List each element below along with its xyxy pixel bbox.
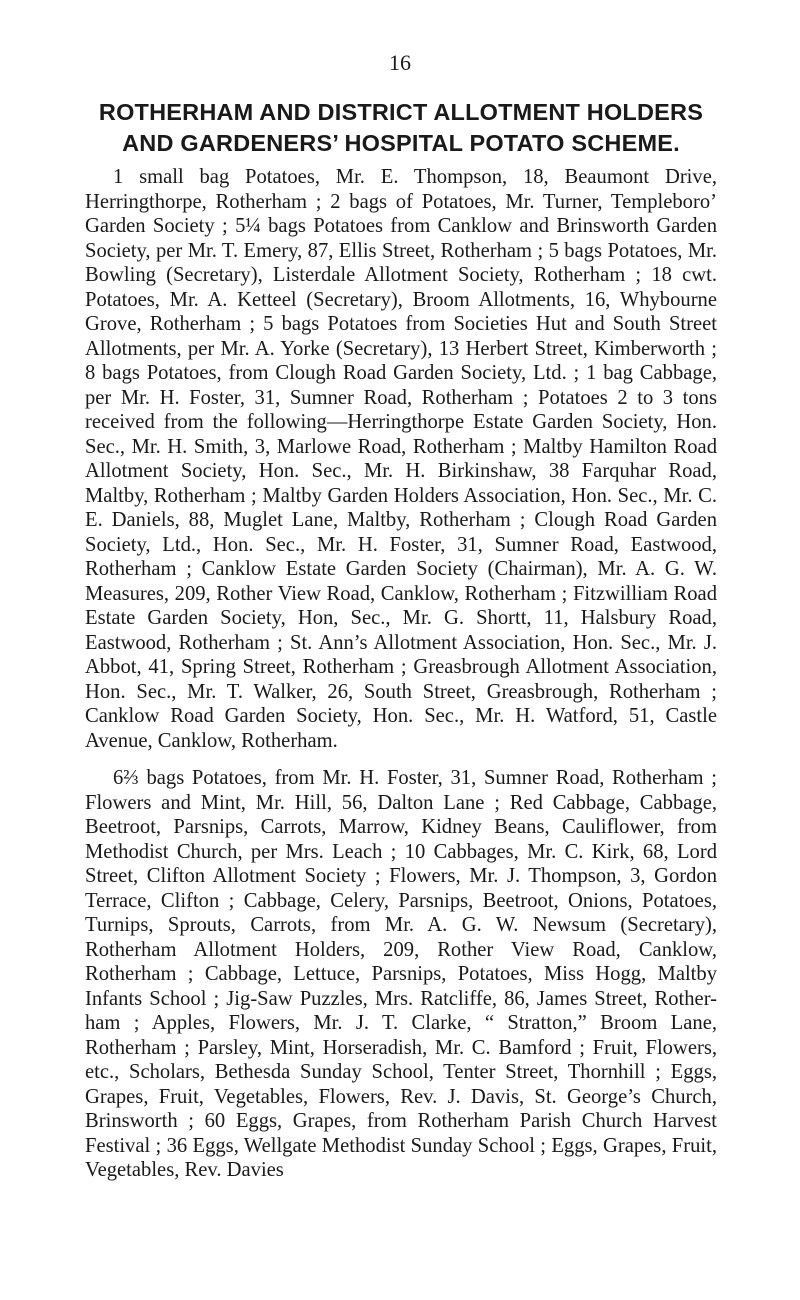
paragraph-other-donations: 6⅔ bags Potatoes, from Mr. H. Foster, 31, Sumner Road, Rotherham ; Flowers and Mint, Mr. Hill, 56, Dalton Lane ; Red Cabbage, Cabbage, Beetroot, Parsnips, Carrots, Marrow, Kidney Beans, Cauliflower, from Methodist Church, per Mrs. Leach ; 10 Cabbages, Mr. C. Kirk, 68, Lord Street, Clifton Allotment Society ; Flowers, Mr. J. Thompson, 3, Gordon Terrace, Clifton ; Cabbage, Celery, Parsnips, Beetroot, Onions, Potatoes, Turnips, Sprouts, Carrots, from Mr. A. G. W. Newsum (Secretary), Rotherham Allotment Holders, 209, Rother View Road, Canklow, Rotherham ; Cabbage, Lettuce, Parsnips, Potatoes, Miss Hogg, Maltby Infants School ; Jig-Saw Puzzles, Mrs. Ratcliffe, 86, James Street, Rother-ham ; Apples, Flowers, Mr. J. T. Clarke, “ Stratton,” Broom Lane, Rotherham ; Parsley, Mint, Horseradish, Mr. C. Bamford ; Fruit, Flowers, etc., Scholars, Bethesda Sunday School, Tenter Street, Thornhill ; Eggs, Grapes, Fruit, Vegetables, Flowers, Rev. J. Davis, St. George’s Church, Brinsworth ; 60 Eggs, Grapes, from Rotherham Parish Church Harvest Festival ; 36 Eggs, Wellgate Methodist Sunday School ; Eggs, Grapes, Fruit, Vegetables, Rev. Davies [85, 767, 717, 1181]
page-title: ROTHERHAM AND DISTRICT ALLOTMENT HOLDERS AND GARDENERS’ HOSPITAL POTATO SCHEME. [98, 99, 704, 156]
page-number: 16 [389, 50, 411, 75]
document-body [85, 165, 717, 1183]
paragraph-potato-donations: 1 small bag Potatoes, Mr. E. Thompson, 18, Beaumont Drive, Herringthorpe, Rotherham ; 2 bags of Potatoes, Mr. Turner, Templeboro’ Garden Society ; 5¼ bags Potatoes from Canklow and Brinsworth Garden Society, per Mr. T. Emery, 87, Ellis Street, Rotherham ; 5 bags Potatoes, Mr. Bowling (Secretary), Listerdale Allotment Society, Rotherham ; 18 cwt. Potatoes, Mr. A. Ketteel (Secretary), Broom Allotments, 16, Whybourne Grove, Rotherham ; 5 bags Potatoes from Societies Hut and South Street Allotments, per Mr. A. Yorke (Secretary), 13 Herbert Street, Kimberworth ; 8 bags Potatoes, from Clough Road Garden Society, Ltd. ; 1 bag Cabbage, per Mr. H. Foster, 31, Sumner Road, Rotherham ; Potatoes 2 to 3 tons received from the following—Herringthorpe Estate Garden Society, Hon. Sec., Mr. H. Smith, 3, Marlowe Road, Rotherham ; Maltby Hamilton Road Allotment Society, Hon. Sec., Mr. H. Birkinshaw, 38 Farquhar Road, Maltby, Rotherham ; Maltby Garden Holders Association, Hon. Sec., Mr. C. E. Daniels, 88, Muglet Lane, Maltby, Rotherham ; Clough Road Garden Society, Ltd., Hon. Sec., Mr. H. Foster, 31, Sumner Road, Eastwood, Rotherham ; Canklow Estate Garden Society (Chairman), Mr. A. G. W. Measures, 209, Rother View Road, Canklow, Rotherham ; Fitzwilliam Road Estate Garden Society, Hon, Sec., Mr. G. Shortt, 11, Halsbury Road, Eastwood, Rotherham ; St. Ann’s Allotment Association, Hon. Sec., Mr. J. Abbot, 41, Spring Street, Rotherham ; Greasbrough Allotment Association, Hon. Sec., Mr. T. Walker, 26, South Street, Greasbrough, Rotherham ; Canklow Road Garden Society, Hon. Sec., Mr. H. Watford, 51, Castle Avenue, Canklow, Rotherham. [85, 166, 717, 752]
